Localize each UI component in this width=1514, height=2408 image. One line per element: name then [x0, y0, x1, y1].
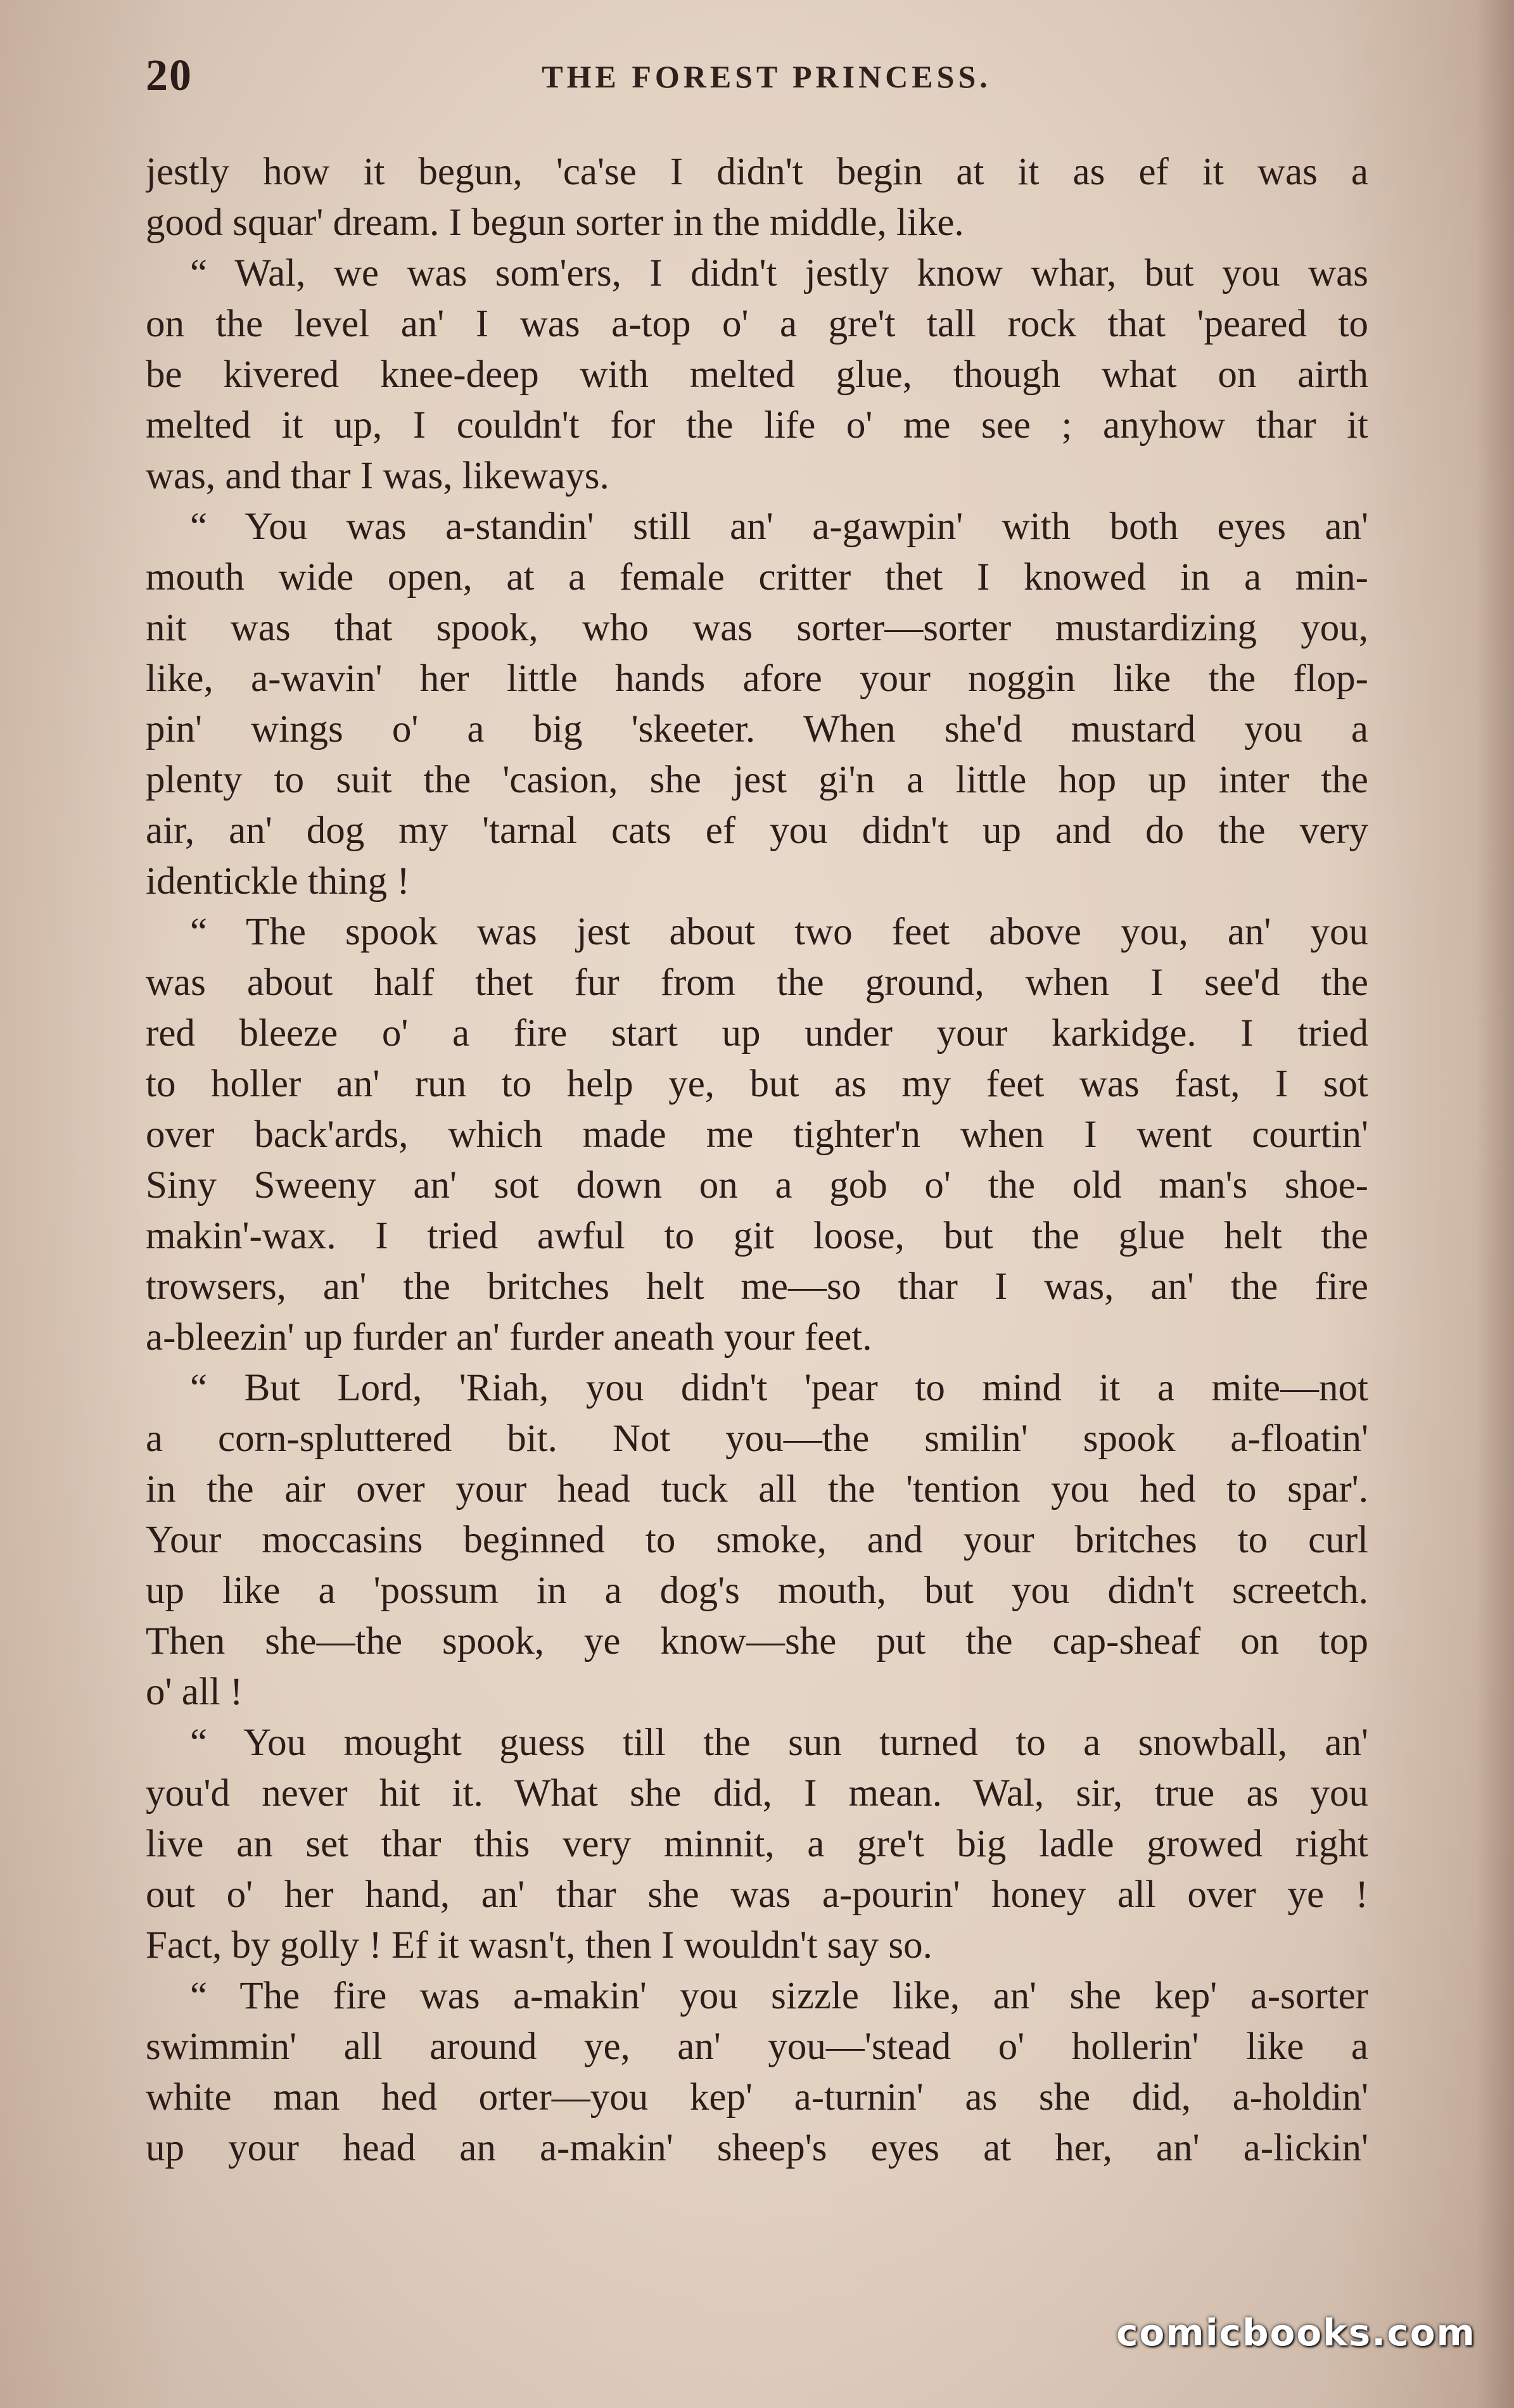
text-line: be kivered knee-deep with melted glue, though what on airth: [146, 353, 1368, 396]
text-line: Then she—the spook, ye know—she put the cap-sheaf on top: [146, 1620, 1368, 1663]
text-line: trowsers, an' the britches helt me—so thar I was, an' the fire: [146, 1265, 1368, 1308]
text-line: jestly how it begun, 'ca'se I didn't begin at it as ef it was a: [146, 151, 1368, 193]
text-line: melted it up, I couldn't for the life o' me see ; anyhow thar it: [146, 404, 1368, 447]
text-line: out o' her hand, an' thar she was a-pourin' honey all over ye !: [146, 1873, 1368, 1916]
text-line: live an set thar this very minnit, a gre't big ladle growed right: [146, 1823, 1368, 1865]
text-line: mouth wide open, at a female critter thet I knowed in a min-: [146, 556, 1368, 599]
text-line: white man hed orter—you kep' a-turnin' as she did, a-holdin': [146, 2076, 1368, 2119]
text-line: “ But Lord, 'Riah, you didn't 'pear to mind it a mite—not: [190, 1367, 1368, 1409]
text-line: identickle thing !: [146, 860, 410, 903]
text-line: on the level an' I was a-top o' a gre't tall rock that 'peared to: [146, 303, 1368, 345]
text-line: nit was that spook, who was sorter—sorter mustardizing you,: [146, 607, 1368, 649]
text-line: in the air over your head tuck all the 'tention you hed to spar'.: [146, 1468, 1368, 1511]
text-line: makin'-wax. I tried awful to git loose, but the glue helt the: [146, 1215, 1368, 1257]
running-title: THE FOREST PRINCESS.: [542, 59, 991, 94]
text-line: like, a-wavin' her little hands afore your noggin like the flop-: [146, 657, 1368, 700]
text-line: to holler an' run to help ye, but as my feet was fast, I sot: [146, 1063, 1368, 1105]
text-line: “ You was a-standin' still an' a-gawpin' with both eyes an': [190, 505, 1368, 548]
page-number: 20: [146, 51, 193, 100]
text-line: o' all !: [146, 1671, 243, 1713]
text-line: swimmin' all around ye, an' you—'stead o' hollerin' like a: [146, 2025, 1368, 2068]
text-line: was, and thar I was, likeways.: [146, 455, 609, 497]
text-line: “ The spook was jest about two feet above you, an' you: [190, 911, 1368, 953]
text-line: over back'ards, which made me tighter'n when I went courtin': [146, 1113, 1368, 1156]
text-line: good squar' dream. I begun sorter in the middle, like.: [146, 201, 964, 244]
body-text: [146, 147, 1368, 2174]
text-line: “ Wal, we was som'ers, I didn't jestly know whar, but you was: [190, 252, 1368, 295]
text-line: pin' wings o' a big 'skeeter. When she'd mustard you a: [146, 708, 1368, 751]
text-line: was about half thet fur from the ground, when I see'd the: [146, 961, 1368, 1004]
text-line: up like a 'possum in a dog's mouth, but you didn't screetch.: [146, 1569, 1368, 1612]
text-line: Siny Sweeny an' sot down on a gob o' the old man's shoe-: [146, 1164, 1368, 1207]
page-header: [146, 51, 1387, 108]
text-line: a corn-spluttered bit. Not you—the smilin' spook a-floatin': [146, 1417, 1368, 1460]
text-line: “ The fire was a-makin' you sizzle like, an' she kep' a-sorter: [190, 1975, 1368, 2017]
text-line: a-bleezin' up furder an' furder aneath your feet.: [146, 1316, 872, 1359]
watermark: comicbooks.com: [1116, 2311, 1476, 2354]
text-line: red bleeze o' a fire start up under your karkidge. I tried: [146, 1012, 1368, 1055]
text-line: air, an' dog my 'tarnal cats ef you didn't up and do the very: [146, 809, 1368, 852]
text-line: “ You mought guess till the sun turned to a snowball, an': [190, 1721, 1368, 1764]
text-line: you'd never hit it. What she did, I mean. Wal, sir, true as you: [146, 1772, 1368, 1815]
text-line: plenty to suit the 'casion, she jest gi'n a little hop up inter the: [146, 759, 1368, 801]
text-line: Fact, by golly ! Ef it wasn't, then I wouldn't say so.: [146, 1924, 932, 1967]
text-line: Your moccasins beginned to smoke, and your britches to curl: [146, 1519, 1368, 1561]
text-line: up your head an a-makin' sheep's eyes at her, an' a-lickin': [146, 2127, 1368, 2169]
